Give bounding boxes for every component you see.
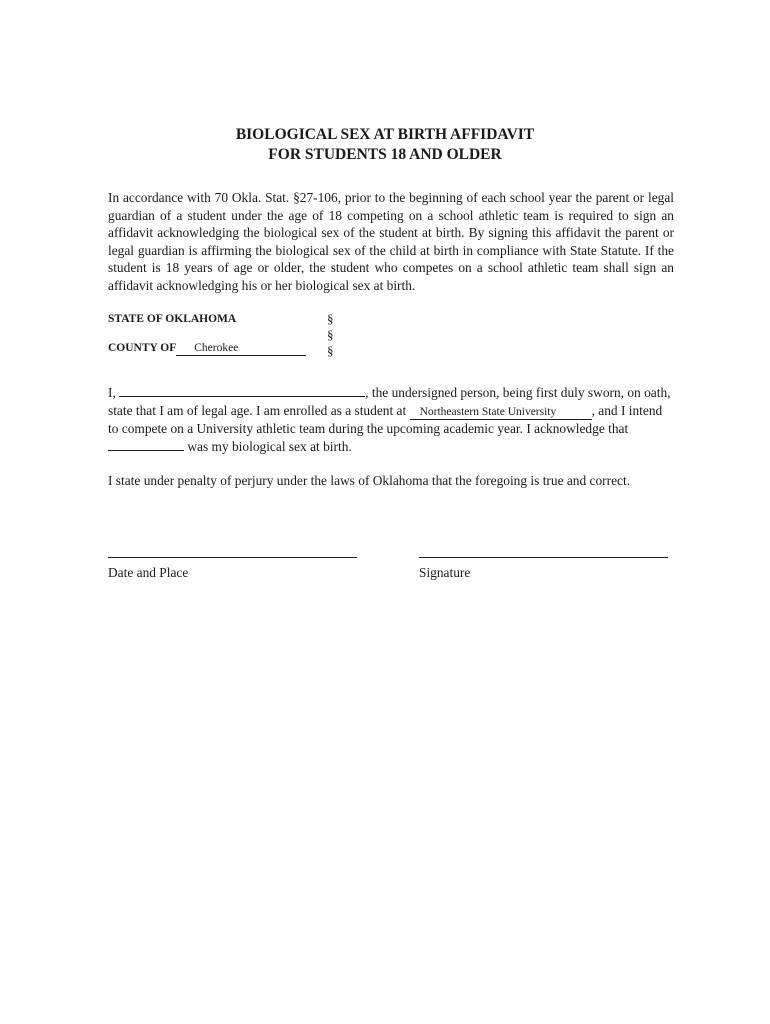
name-field[interactable]	[119, 384, 365, 397]
section-symbol: §	[327, 343, 334, 358]
county-label: COUNTY OF	[108, 342, 177, 354]
perjury-statement: I state under penalty of perjury under the laws of Oklahoma that the foregoing is true and correct.	[108, 473, 631, 488]
affirmation-part-2: , and I intend to compete on a University athletic team during the upcoming academic year. I acknowledge that	[108, 403, 663, 436]
signature-label: Signature	[419, 565, 471, 580]
state-label: STATE OF OKLAHOMA	[108, 313, 237, 325]
affirmation-part-1: , the undersigned person, being first duly sworn, on oath, state that I am of legal age. I am enrolled as a student at	[108, 385, 671, 418]
title-line-1: BIOLOGICAL SEX AT BIRTH AFFIDAVIT	[235, 126, 535, 143]
university-field[interactable]: Northeastern State University	[410, 406, 592, 420]
county-field[interactable]: Cherokee	[176, 342, 306, 356]
title-line-2: FOR STUDENTS 18 AND OLDER	[268, 146, 502, 163]
intro-paragraph: In accordance with 70 Okla. Stat. §27-106, prior to the beginning of each school year the parent or legal guardian of a student under the age of 18 competing on a school athletic team is required to sign an affidavit acknowledging the biological sex of the student at birth. By signing this affidavit the parent or legal guardian is affirming the biological sex of the child at birth in compliance with State Statute. If the student is 18 years of age or older, the student who competes on a school athletic team shall sign an affidavit acknowledging his or her biological sex at birth.	[108, 190, 674, 293]
affirmation-paragraph	[108, 384, 674, 456]
affirmation-part-3: was my biological sex at birth.	[187, 439, 352, 454]
date-place-label: Date and Place	[108, 565, 189, 580]
signature-line[interactable]	[419, 557, 668, 558]
biological-sex-field[interactable]	[108, 438, 184, 451]
affirmation-prefix: I,	[108, 385, 116, 400]
county-line	[108, 342, 306, 356]
section-symbol: §	[327, 327, 334, 342]
date-place-line[interactable]	[108, 557, 357, 558]
document-title	[0, 125, 770, 165]
section-symbol: §	[327, 311, 334, 326]
